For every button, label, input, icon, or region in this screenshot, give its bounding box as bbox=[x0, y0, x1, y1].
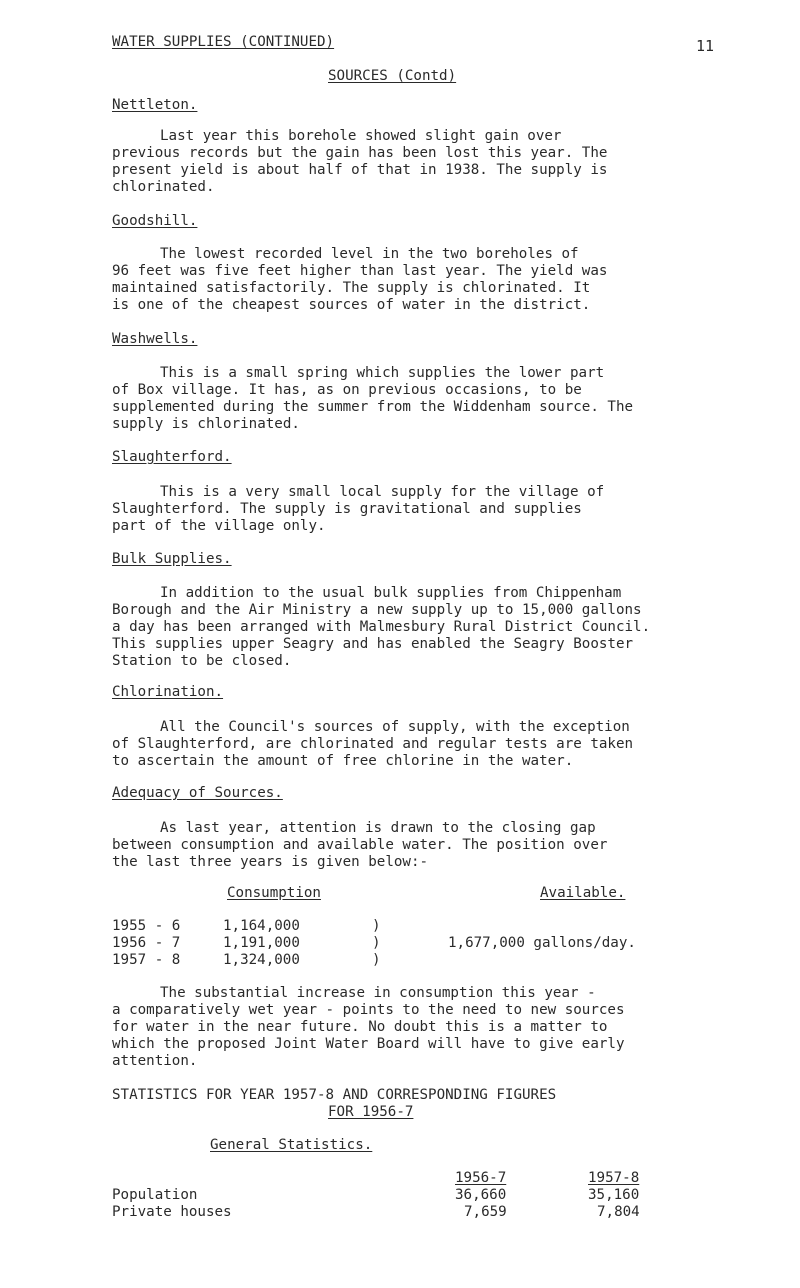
table-year: 1956 - 7 bbox=[112, 935, 181, 951]
paragraph-slaughterford bbox=[112, 484, 784, 535]
stats-row-label: Population bbox=[112, 1187, 198, 1203]
paragraph-washwells bbox=[112, 365, 784, 433]
table-year: 1957 - 8 bbox=[112, 952, 181, 968]
heading-adequacy: Adequacy of Sources. bbox=[112, 785, 283, 801]
paragraph-line: The lowest recorded level in the two boreholes of bbox=[160, 246, 579, 262]
statistics-title-year: FOR 1956-7 bbox=[328, 1104, 414, 1120]
paragraph-line: between consumption and available water. The position over bbox=[112, 837, 608, 853]
paragraph-line: supply is chlorinated. bbox=[112, 416, 300, 432]
paragraph-line: As last year, attention is drawn to the closing gap bbox=[160, 820, 596, 836]
heading-slaughterford: Slaughterford. bbox=[112, 449, 232, 465]
stats-value: 7,804 bbox=[597, 1204, 640, 1220]
paragraph-line: All the Council's sources of supply, with the exception bbox=[160, 719, 630, 735]
paragraph-nettleton bbox=[112, 128, 784, 196]
column-header-available: Available. bbox=[540, 885, 626, 901]
paragraph-line: which the proposed Joint Water Board will have to give early bbox=[112, 1036, 625, 1052]
paragraph-line: This is a small spring which supplies the lower part bbox=[160, 365, 605, 381]
paragraph-line: the last three years is given below:- bbox=[112, 854, 429, 870]
page-number: 11 bbox=[696, 37, 715, 55]
paragraph-line: present yield is about half of that in 1938. The supply is bbox=[112, 162, 608, 178]
paragraph-line: This is a very small local supply for the village of bbox=[160, 484, 605, 500]
heading-goodshill: Goodshill. bbox=[112, 213, 198, 229]
paragraph-consumption-increase bbox=[112, 985, 784, 1070]
column-header-consumption: Consumption bbox=[227, 885, 321, 901]
paragraph-line: chlorinated. bbox=[112, 179, 215, 195]
stats-value: 36,660 bbox=[455, 1187, 507, 1203]
paragraph-bulk-supplies bbox=[112, 585, 784, 670]
brace-glyph: ) bbox=[372, 918, 381, 934]
brace-glyph: ) bbox=[372, 935, 381, 951]
paragraph-line: to ascertain the amount of free chlorine in the water. bbox=[112, 753, 574, 769]
stats-column-header: 1956-7 bbox=[455, 1170, 507, 1186]
paragraph-line: of Slaughterford, are chlorinated and regular tests are taken bbox=[112, 736, 634, 752]
paragraph-line: Station to be closed. bbox=[112, 653, 292, 669]
running-title: WATER SUPPLIES (CONTINUED) bbox=[112, 34, 335, 50]
statistics-title: STATISTICS FOR YEAR 1957-8 AND CORRESPONDING FIGURES bbox=[112, 1087, 557, 1103]
paragraph-line: attention. bbox=[112, 1053, 198, 1069]
paragraph-line: Borough and the Air Ministry a new supply up to 15,000 gallons bbox=[112, 602, 642, 618]
heading-nettleton: Nettleton. bbox=[112, 97, 198, 113]
section-title: SOURCES (Contd) bbox=[328, 68, 457, 84]
table-consumption: 1,324,000 bbox=[223, 952, 300, 968]
general-statistics-heading: General Statistics. bbox=[210, 1137, 373, 1153]
paragraph-line: maintained satisfactorily. The supply is chlorinated. It bbox=[112, 280, 591, 296]
table-consumption: 1,191,000 bbox=[223, 935, 300, 951]
paragraph-chlorination bbox=[112, 719, 784, 770]
stats-column-header: 1957-8 bbox=[588, 1170, 640, 1186]
table-available: 1,677,000 gallons/day. bbox=[448, 935, 636, 951]
paragraph-line: a comparatively wet year - points to the need to new sources bbox=[112, 1002, 625, 1018]
paragraph-line: In addition to the usual bulk supplies from Chippenham bbox=[160, 585, 622, 601]
paragraph-line: Slaughterford. The supply is gravitational and supplies bbox=[112, 501, 582, 517]
stats-value: 7,659 bbox=[464, 1204, 507, 1220]
paragraph-line: previous records but the gain has been lost this year. The bbox=[112, 145, 608, 161]
paragraph-line: supplemented during the summer from the Widdenham source. The bbox=[112, 399, 634, 415]
stats-value: 35,160 bbox=[588, 1187, 640, 1203]
brace-glyph: ) bbox=[372, 952, 381, 968]
stats-row-label: Private houses bbox=[112, 1204, 232, 1220]
paragraph-line: Last year this borehole showed slight gain over bbox=[160, 128, 562, 144]
paragraph-line: for water in the near future. No doubt this is a matter to bbox=[112, 1019, 608, 1035]
paragraph-adequacy bbox=[112, 820, 784, 871]
paragraph-line: a day has been arranged with Malmesbury Rural District Council. bbox=[112, 619, 651, 635]
table-consumption: 1,164,000 bbox=[223, 918, 300, 934]
paragraph-line: The substantial increase in consumption this year - bbox=[160, 985, 596, 1001]
paragraph-line: 96 feet was five feet higher than last year. The yield was bbox=[112, 263, 608, 279]
paragraph-goodshill bbox=[112, 246, 784, 314]
paragraph-line: This supplies upper Seagry and has enabled the Seagry Booster bbox=[112, 636, 634, 652]
heading-chlorination: Chlorination. bbox=[112, 684, 224, 700]
paragraph-line: of Box village. It has, as on previous occasions, to be bbox=[112, 382, 582, 398]
heading-washwells: Washwells. bbox=[112, 331, 198, 347]
heading-bulk-supplies: Bulk Supplies. bbox=[112, 551, 232, 567]
table-year: 1955 - 6 bbox=[112, 918, 181, 934]
paragraph-line: is one of the cheapest sources of water in the district. bbox=[112, 297, 591, 313]
paragraph-line: part of the village only. bbox=[112, 518, 326, 534]
